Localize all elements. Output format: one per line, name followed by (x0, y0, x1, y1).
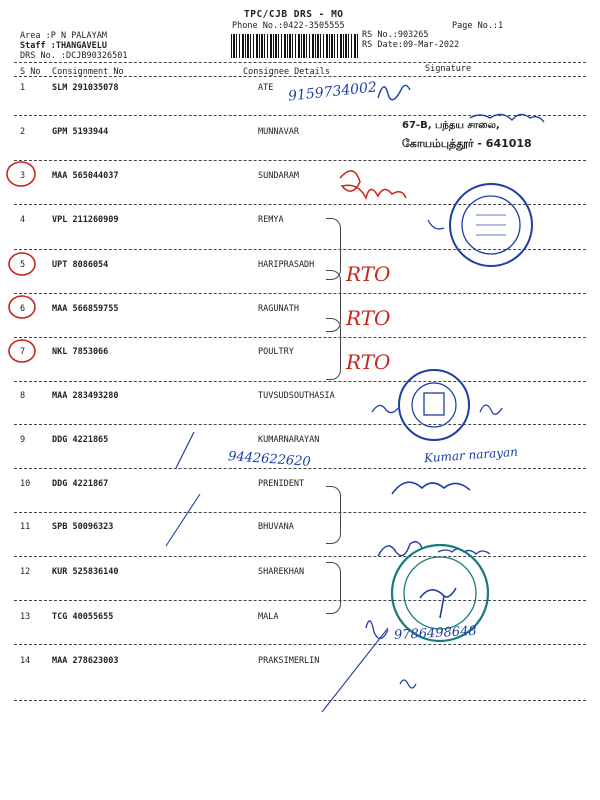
divider (14, 644, 586, 645)
row-sno: 3 (20, 171, 26, 181)
row-consignee: PRAKSIMERLIN (258, 656, 320, 666)
row-sno: 13 (20, 612, 31, 622)
row-consignee: PRENIDENT (258, 479, 305, 489)
row-sno: 10 (20, 479, 31, 489)
divider (14, 115, 586, 116)
divider (14, 556, 586, 557)
page-title: TPC/CJB DRS - MO (244, 9, 344, 20)
signature-scribble (340, 171, 406, 198)
divider (14, 76, 586, 77)
row-consignee: ATE (258, 83, 274, 93)
divider (14, 600, 586, 601)
row-sno: 14 (20, 656, 31, 666)
signature-scribble (480, 405, 502, 414)
signature-scribble (366, 621, 388, 639)
col-consignee: Consignee Details (243, 67, 330, 77)
rs-number: RS No.:903265 (362, 30, 429, 40)
row-consignment-no: KUR 525836140 (52, 567, 119, 577)
handwritten-phone: 9786498648 (393, 623, 478, 644)
signature-scribble (378, 542, 422, 556)
signature-scribble (392, 482, 470, 494)
signature-scribble (400, 680, 416, 688)
row-consignment-no: MAA 566859755 (52, 304, 119, 314)
row-consignment-no: MAA 283493280 (52, 391, 119, 401)
drs-number: DRS No. :DCJB90326501 (20, 51, 128, 61)
rs-date: RS Date:09-Mar-2022 (362, 40, 460, 50)
row-sno: 2 (20, 127, 26, 137)
signature-scribble (438, 549, 490, 554)
divider (14, 62, 586, 63)
row-sno: 9 (20, 435, 26, 445)
row-consignment-no: MAA 565044037 (52, 171, 119, 181)
handwritten-rto: RTO (346, 262, 391, 286)
page-number: Page No.:1 (452, 21, 504, 31)
staff-label: Staff :THANGAVELU (20, 41, 107, 51)
row-consignment-no: GPM 5193944 (52, 127, 109, 137)
col-signature: Signature (425, 64, 472, 74)
phone-number: Phone No.:0422-3505555 (232, 21, 345, 31)
row-consignment-no: UPT 8086054 (52, 260, 109, 270)
row-consignment-no: DDG 4221867 (52, 479, 109, 489)
divider (14, 249, 586, 250)
handwritten-phone: 9442622620 (227, 449, 312, 470)
signature-scribble (378, 85, 410, 99)
pen-stroke (176, 432, 194, 468)
row-sno: 8 (20, 391, 26, 401)
row-consignee: RAGUNATH (258, 304, 299, 314)
pen-stroke (166, 494, 200, 546)
masonic-stamp (450, 184, 532, 266)
divider (14, 160, 586, 161)
bracket (326, 318, 341, 380)
handwritten-rto: RTO (346, 350, 391, 374)
divider (14, 337, 586, 338)
row-sno: 4 (20, 215, 26, 225)
row-consignee: MUNNAVAR (258, 127, 299, 137)
row-consignee: SUNDARAM (258, 171, 299, 181)
row-consignee: MALA (258, 612, 279, 622)
handwritten-phone: 9159734002 (287, 79, 378, 105)
row-consignment-no: SLM 291035078 (52, 83, 119, 93)
row-consignment-no: SPB 50096323 (52, 522, 114, 532)
row-consignment-no: NKL 7853066 (52, 347, 109, 357)
row-sno: 11 (20, 522, 31, 532)
divider (14, 424, 586, 425)
row-sno: 6 (20, 304, 26, 314)
row-consignee: KUMARNARAYAN (258, 435, 320, 445)
stamp-address-line: 67-B, பந்தய சாலை, (402, 120, 500, 131)
row-consignee: BHUVANA (258, 522, 294, 532)
row-sno: 1 (20, 83, 26, 93)
signature-scribble (372, 405, 398, 412)
row-consignee: SHAREKHAN (258, 567, 305, 577)
row-consignee: HARIPRASADH (258, 260, 315, 270)
row-consignee: POULTRY (258, 347, 294, 357)
divider (14, 512, 586, 513)
divider (14, 293, 586, 294)
barcode (231, 34, 358, 58)
stamp-address-line: கோயம்புத்தூர் - 641018 (402, 137, 532, 150)
row-consignment-no: VPL 211260909 (52, 215, 119, 225)
divider (14, 700, 586, 701)
area-label: Area :P N PALAYAM (20, 31, 107, 41)
divider (14, 381, 586, 382)
row-consignee: TUVSUDSOUTHASIA (258, 391, 335, 401)
row-consignment-no: MAA 278623003 (52, 656, 119, 666)
handwritten-note: Kumar narayan (423, 444, 519, 466)
handwritten-rto: RTO (346, 306, 391, 330)
signature-scribble (420, 588, 456, 618)
bracket (326, 486, 341, 544)
row-consignment-no: TCG 40055655 (52, 612, 114, 622)
divider (14, 204, 586, 205)
col-sno: S No (20, 67, 41, 77)
signature-scribble (428, 220, 444, 229)
row-consignment-no: DDG 4221865 (52, 435, 109, 445)
bracket (326, 562, 341, 614)
row-sno: 7 (20, 347, 26, 357)
row-consignee: REMYA (258, 215, 284, 225)
col-consignment: Consignment No (52, 67, 124, 77)
row-sno: 5 (20, 260, 26, 270)
row-sno: 12 (20, 567, 31, 577)
